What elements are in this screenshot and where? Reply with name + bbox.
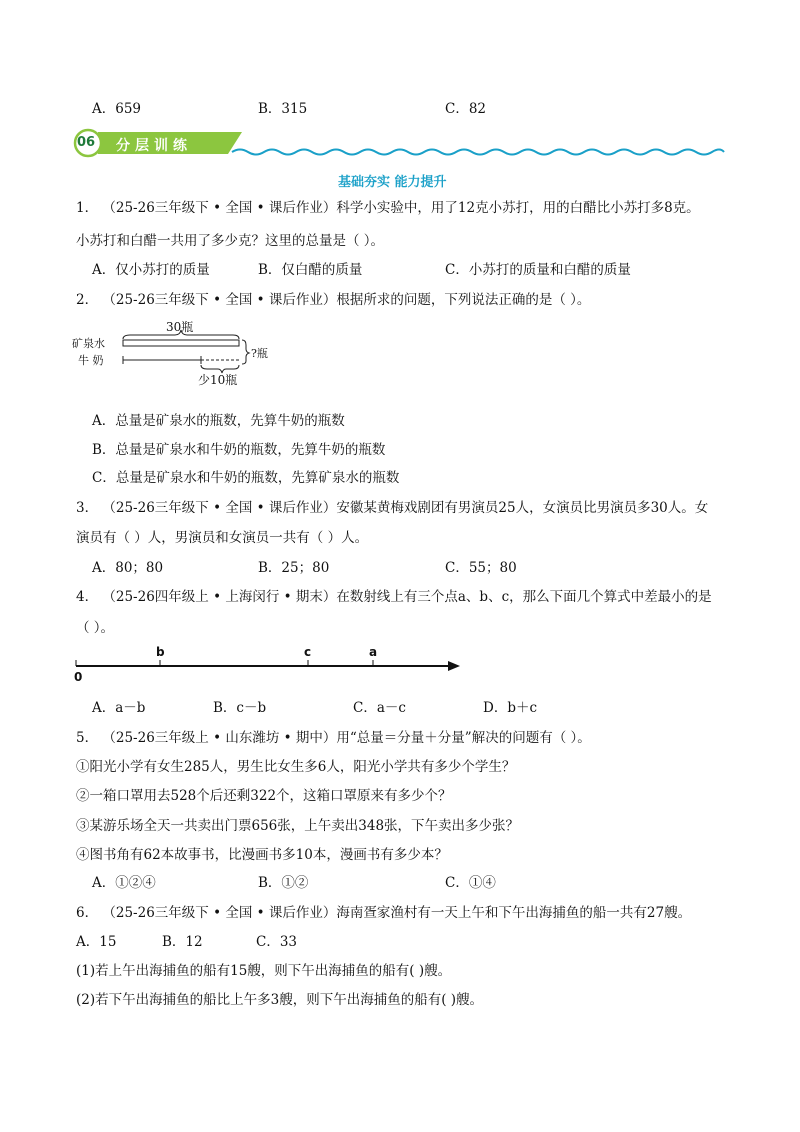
ray-point-b: b — [156, 645, 165, 659]
ray-point-c: c — [304, 645, 312, 659]
q5-option-a: A．①②④ — [92, 875, 156, 891]
q4-option-c: C．a－c — [353, 700, 406, 716]
section-title: 分层训练 — [116, 138, 192, 154]
q1-option-c: C．小苏打的质量和白醋的质量 — [445, 262, 631, 278]
q2-line-segment-diagram — [70, 318, 290, 388]
q1-option-a: A．仅小苏打的质量 — [92, 262, 210, 278]
q5-item-4: ④图书角有62本故事书，比漫画书多10本，漫画书有多少本？ — [76, 847, 448, 863]
option-b: B．315 — [258, 101, 308, 117]
q2-option-b: B．总量是矿泉水和牛奶的瓶数，先算牛奶的瓶数 — [92, 442, 386, 458]
q3-line2: 演员有（ ）人，男演员和女演员一共有（ ）人。 — [76, 530, 369, 546]
q1-line2: 小苏打和白醋一共用了多少克？这里的总量是（ ）。 — [76, 233, 385, 249]
q6-option-b: B．12 — [162, 934, 203, 950]
q3-option-c: C．55；80 — [445, 560, 517, 576]
ray-zero-label: 0 — [74, 670, 83, 684]
q3-option-a: A．80；80 — [92, 560, 164, 576]
diagram-row2-label: 牛 奶 — [78, 354, 104, 367]
section-subtitle: 基础夯实 能力提升 — [338, 175, 447, 190]
diagram-unknown-label: ?瓶 — [251, 347, 268, 360]
q6-sub-question-1: (1)若上午出海捕鱼的船有15艘，则下午出海捕鱼的船有( )艘。 — [76, 963, 452, 979]
q1-option-b: B．仅白醋的质量 — [258, 262, 363, 278]
q2-option-c: C．总量是矿泉水和牛奶的瓶数，先算矿泉水的瓶数 — [92, 470, 400, 486]
option-c: C．82 — [445, 101, 487, 117]
diagram-difference-label: 少10瓶 — [198, 373, 238, 387]
q5-item-1: ①阳光小学有女生285人，男生比女生多6人，阳光小学共有多少个学生？ — [76, 759, 516, 775]
q6-line1: 6． （25-26三年级下 • 全国 • 课后作业）海南疍家渔村有一天上午和下午出海捕鱼的船一共有27艘。 — [76, 905, 692, 921]
q5-item-2: ②一箱口罩用去528个后还剩322个，这箱口罩原来有多少个？ — [76, 788, 452, 804]
q5-item-3: ③某游乐场全天一共卖出门票656张，上午卖出348张，下午卖出多少张？ — [76, 818, 520, 834]
q5-option-c: C．①④ — [445, 875, 496, 891]
q1-line1: 1． （25-26三年级下 • 全国 • 课后作业）科学小实验中，用了12克小苏打，用的白醋比小苏打多8克。 — [76, 200, 700, 216]
q6-option-a: A．15 — [76, 934, 117, 950]
q4-option-a: A．a－b — [92, 700, 146, 716]
q3-option-b: B．25；80 — [258, 560, 330, 576]
q4-option-d: D．b＋c — [483, 700, 538, 716]
diagram-row1-label: 矿泉水 — [72, 337, 105, 350]
ray-point-a: a — [369, 645, 378, 659]
diagram-total-label: 30瓶 — [166, 320, 194, 334]
section-number-badge: 06 — [77, 135, 96, 150]
q4-line2: （ ）。 — [76, 620, 115, 636]
q5-option-b: B．①② — [258, 875, 309, 891]
q2-line1: 2． （25-26三年级下 • 全国 • 课后作业）根据所求的问题，下列说法正确的是（ ）。 — [76, 292, 591, 308]
q2-option-a: A．总量是矿泉水的瓶数，先算牛奶的瓶数 — [92, 413, 345, 429]
q3-line1: 3． （25-26三年级下 • 全国 • 课后作业）安徽某黄梅戏剧团有男演员25人，女演员比男演员多30人。女 — [76, 500, 709, 516]
q4-line1: 4． （25-26四年级上 • 上海闵行 • 期末）在数射线上有三个点a、b、c，那么下面几个算式中差最小的是 — [76, 589, 712, 605]
q6-option-c: C．33 — [256, 934, 298, 950]
q4-option-b: B．c－b — [213, 700, 267, 716]
section-banner — [72, 128, 732, 160]
q4-number-ray — [70, 642, 470, 687]
q5-line1: 5． （25-26三年级上 • 山东潍坊 • 期中）用“总量＝分量＋分量”解决的问题有（ ）。 — [76, 730, 591, 746]
q6-sub-question-2: (2)若下午出海捕鱼的船比上午多3艘，则下午出海捕鱼的船有( )艘。 — [76, 992, 484, 1008]
option-a: A．659 — [92, 101, 142, 117]
